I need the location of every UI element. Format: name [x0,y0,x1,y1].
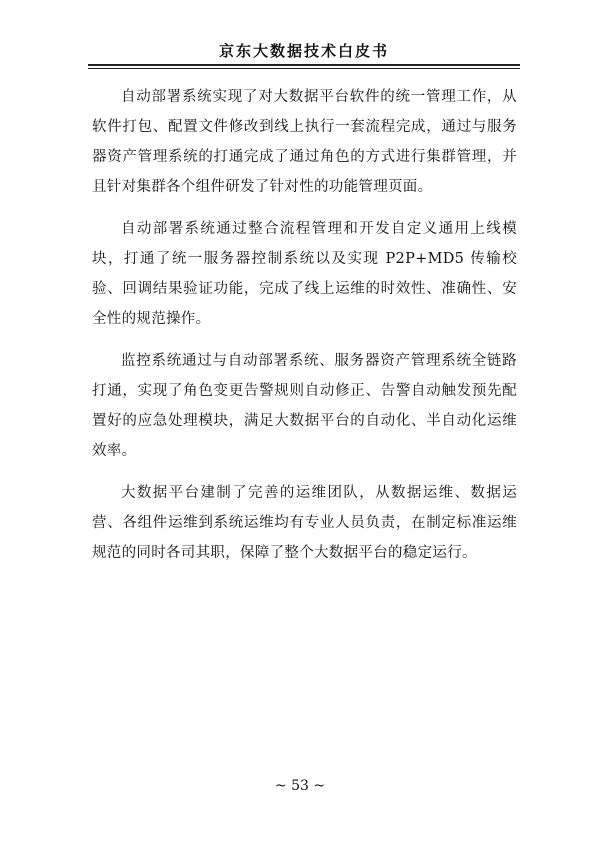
paragraph-auto-deploy-process: 自动部署系统通过整合流程管理和开发自定义通用上线模块，打通了统一服务器控制系统以及实现 P2P+MD5 传输校验、回调结果验证功能，完成了线上运维的时效性、准确性、安全性的规范操作。 [92,221,517,327]
page-number: ~ 53 ~ [274,778,326,794]
header-rule-thick [88,64,520,66]
paragraph-monitoring-system: 监控系统通过与自动部署系统、服务器资产管理系统全链路打通，实现了角色变更告警规则自动修正、告警自动触发预先配置好的应急处理模块，满足大数据平台的自动化、半自动化运维效率。 [92,353,517,459]
paragraph-auto-deploy-overview: 自动部署系统实现了对大数据平台软件的统一管理工作，从软件打包、配置文件修改到线上执行一套流程完成，通过与服务器资产管理系统的打通完成了通过角色的方式进行集群管理，并且针对集群各个组件研发了针对性的功能管理页面。 [92,89,517,195]
running-header-title: 京东大数据技术白皮书 [218,42,389,60]
paragraph-ops-team: 大数据平台建制了完善的运维团队，从数据运维、数据运营、各组件运维到系统运维均有专业人员负责，在制定标准运维规范的同时各司其职，保障了整个大数据平台的稳定运行。 [92,485,517,561]
header-rule-thin [88,68,520,69]
body-text [92,82,517,580]
